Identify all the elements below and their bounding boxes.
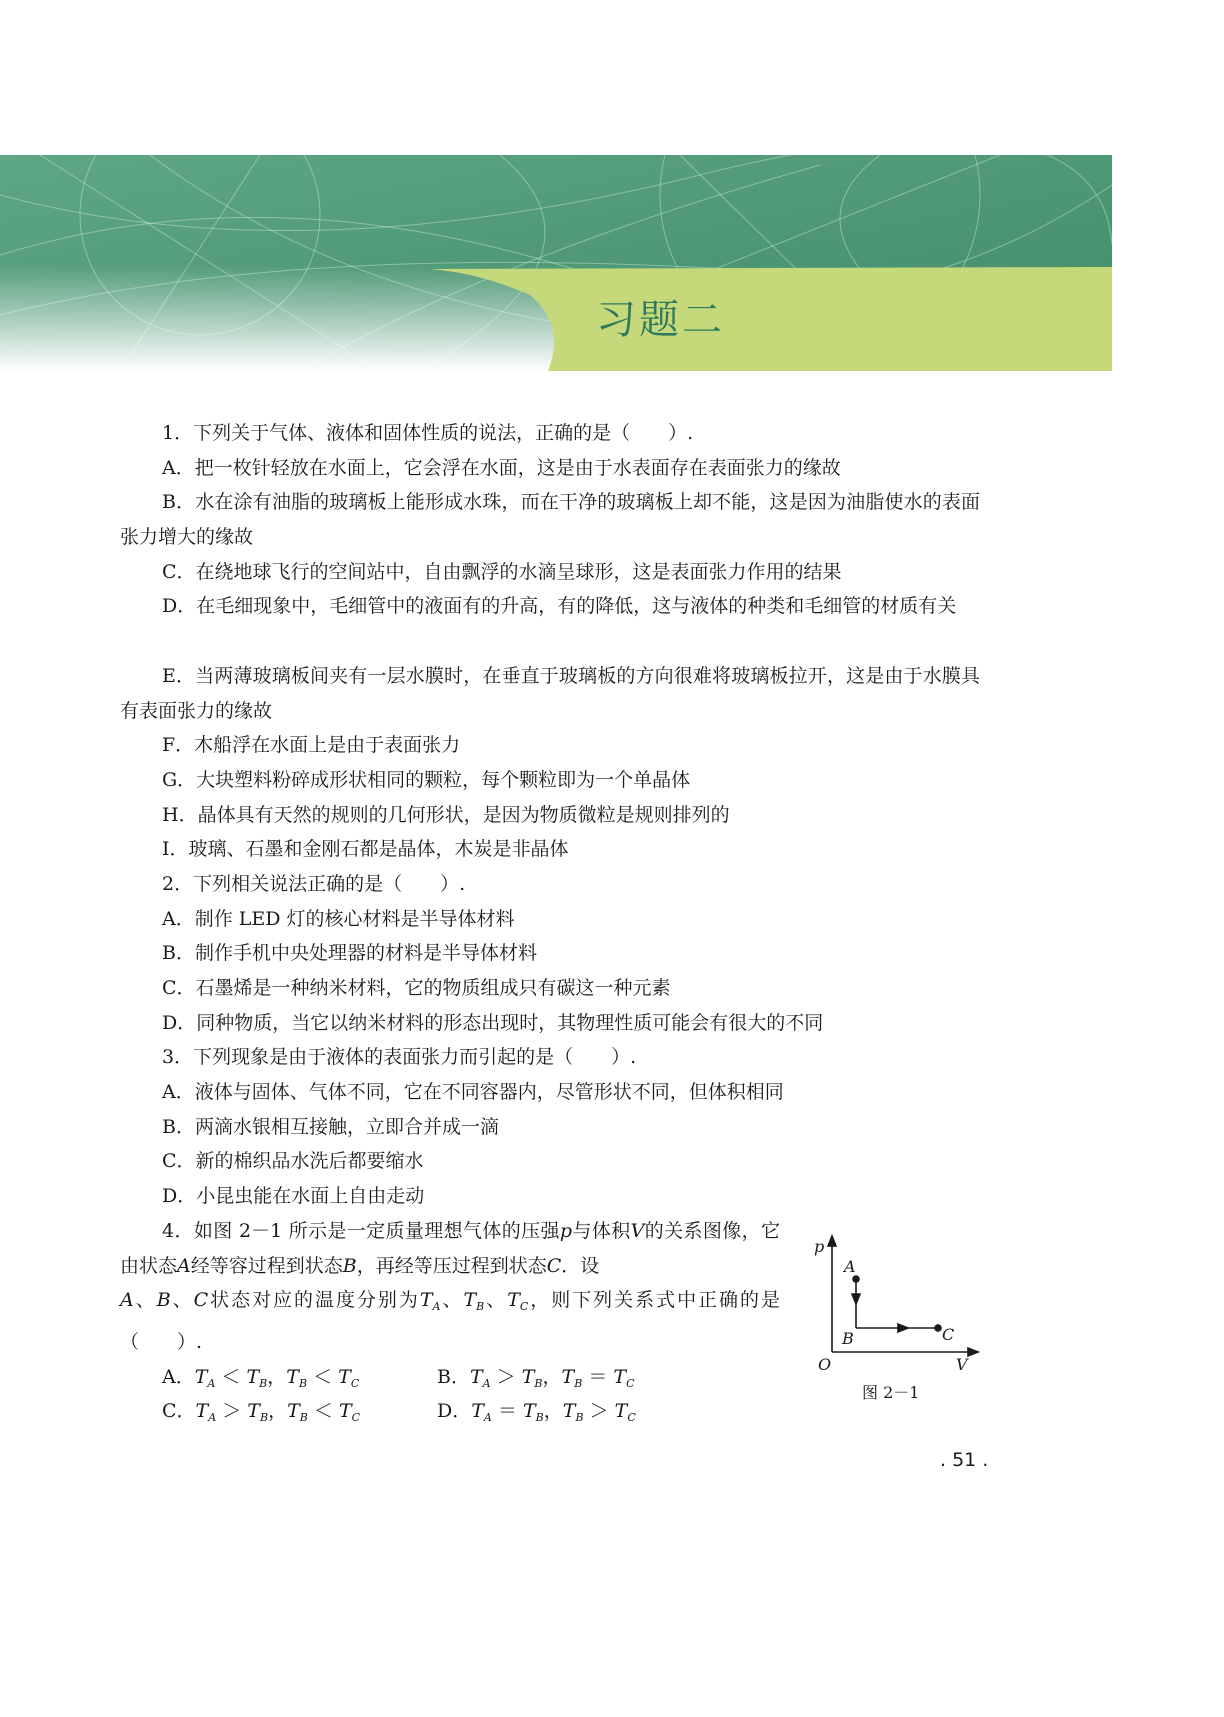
pv-diagram-graphic	[808, 1232, 988, 1382]
q1-option-g: G．大块塑料粉碎成形状相同的颗粒，每个颗粒即为一个单晶体	[162, 768, 691, 791]
point-c-label: C	[942, 1325, 955, 1344]
q1-option-i: I．玻璃、石墨和金刚石都是晶体，木炭是非晶体	[162, 838, 569, 861]
q1-option-b: B．水在涂有油脂的玻璃板上能形成水珠，而在干净的玻璃板上却不能，这是因为油脂使水的表面张力增大的缘故	[120, 491, 980, 549]
q1-option-e: E．当两薄玻璃板间夹有一层水膜时，在垂直于玻璃板的方向很难将玻璃板拉开，这是由于水膜具有表面张力的缘故	[120, 664, 980, 722]
q4-option-c: C．$T_A > T_B$，$T_B < T_C$	[162, 1400, 361, 1425]
arrow-bc	[898, 1324, 908, 1332]
q3-option-a: A．液体与固体、气体不同，它在不同容器内，尽管形状不同，但体积相同	[162, 1081, 784, 1104]
origin-label: O	[818, 1355, 832, 1374]
point-a-dot	[853, 1276, 859, 1282]
figure-caption: 图 2－1	[862, 1383, 920, 1402]
q1-option-a: A．把一枚针轻放在水面上，它会浮在水面，这是由于水表面存在表面张力的缘故	[162, 456, 841, 479]
q4-stem: 4．如图 2－1 所示是一定质量理想气体的压强p与体积V的关系图像，它由状态A经等容过程到状态B，再经等压过程到状态C．设 A、B、C状态对应的温度分别为$T_A$、$T_B$、$T_C$，则下列关系式中正确的是（ ）.	[120, 1219, 780, 1353]
x-axis-arrow	[968, 1348, 978, 1356]
page-number: . 51 .	[940, 1449, 989, 1471]
point-c-dot	[935, 1325, 941, 1331]
x-axis-label: V	[956, 1355, 968, 1374]
q2-option-d: D．同种物质，当它以纳米材料的形态出现时，其物理性质可能会有很大的不同	[162, 1011, 824, 1034]
q3-stem: 3．下列现象是由于液体的表面张力而引起的是（ ）.	[162, 1046, 637, 1069]
q3-option-c: C．新的棉织品水洗后都要缩水	[162, 1150, 424, 1173]
q2-stem: 2．下列相关说法正确的是（ ）.	[162, 872, 466, 895]
q4-option-b: B．$T_A > T_B$，$T_B = T_C$	[437, 1365, 635, 1390]
q2-option-b: B．制作手机中央处理器的材料是半导体材料	[162, 942, 537, 965]
q3-option-d: D．小昆虫能在水面上自由走动	[162, 1185, 425, 1208]
point-a-label: A	[844, 1257, 856, 1276]
page-title: 习题二	[596, 297, 725, 343]
banner-graphic	[0, 155, 1112, 371]
q1-option-f: F．木船浮在水面上是由于表面张力	[162, 734, 461, 757]
point-b-label: B	[842, 1329, 854, 1348]
q2-option-a: A．制作 LED 灯的核心材料是半导体材料	[162, 907, 515, 930]
y-axis-label: p	[814, 1237, 825, 1256]
arrow-ab	[852, 1294, 860, 1304]
header-banner	[0, 155, 1112, 371]
y-axis-arrow	[828, 1236, 836, 1246]
q1-option-d: D．在毛细现象中，毛细管中的液面有的升高，有的降低，这与液体的种类和毛细管的材质有关	[162, 595, 957, 618]
q4-option-a: A．$T_A < T_B$，$T_B < T_C$	[162, 1365, 360, 1390]
q3-option-b: B．两滴水银相互接触，立即合并成一滴	[162, 1115, 499, 1138]
q1-option-h: H．晶体具有天然的规则的几何形状，是因为物质微粒是规则排列的	[162, 803, 730, 826]
q2-option-c: C．石墨烯是一种纳米材料，它的物质组成只有碳这一种元素	[162, 977, 671, 1000]
q1-option-c: C．在绕地球飞行的空间站中，自由飘浮的水滴呈球形，这是表面张力作用的结果	[162, 560, 842, 583]
q1-stem: 1．下列关于气体、液体和固体性质的说法，正确的是（ ）.	[162, 422, 694, 444]
q4-option-d: D．$T_A = T_B$，$T_B > T_C$	[437, 1400, 636, 1425]
